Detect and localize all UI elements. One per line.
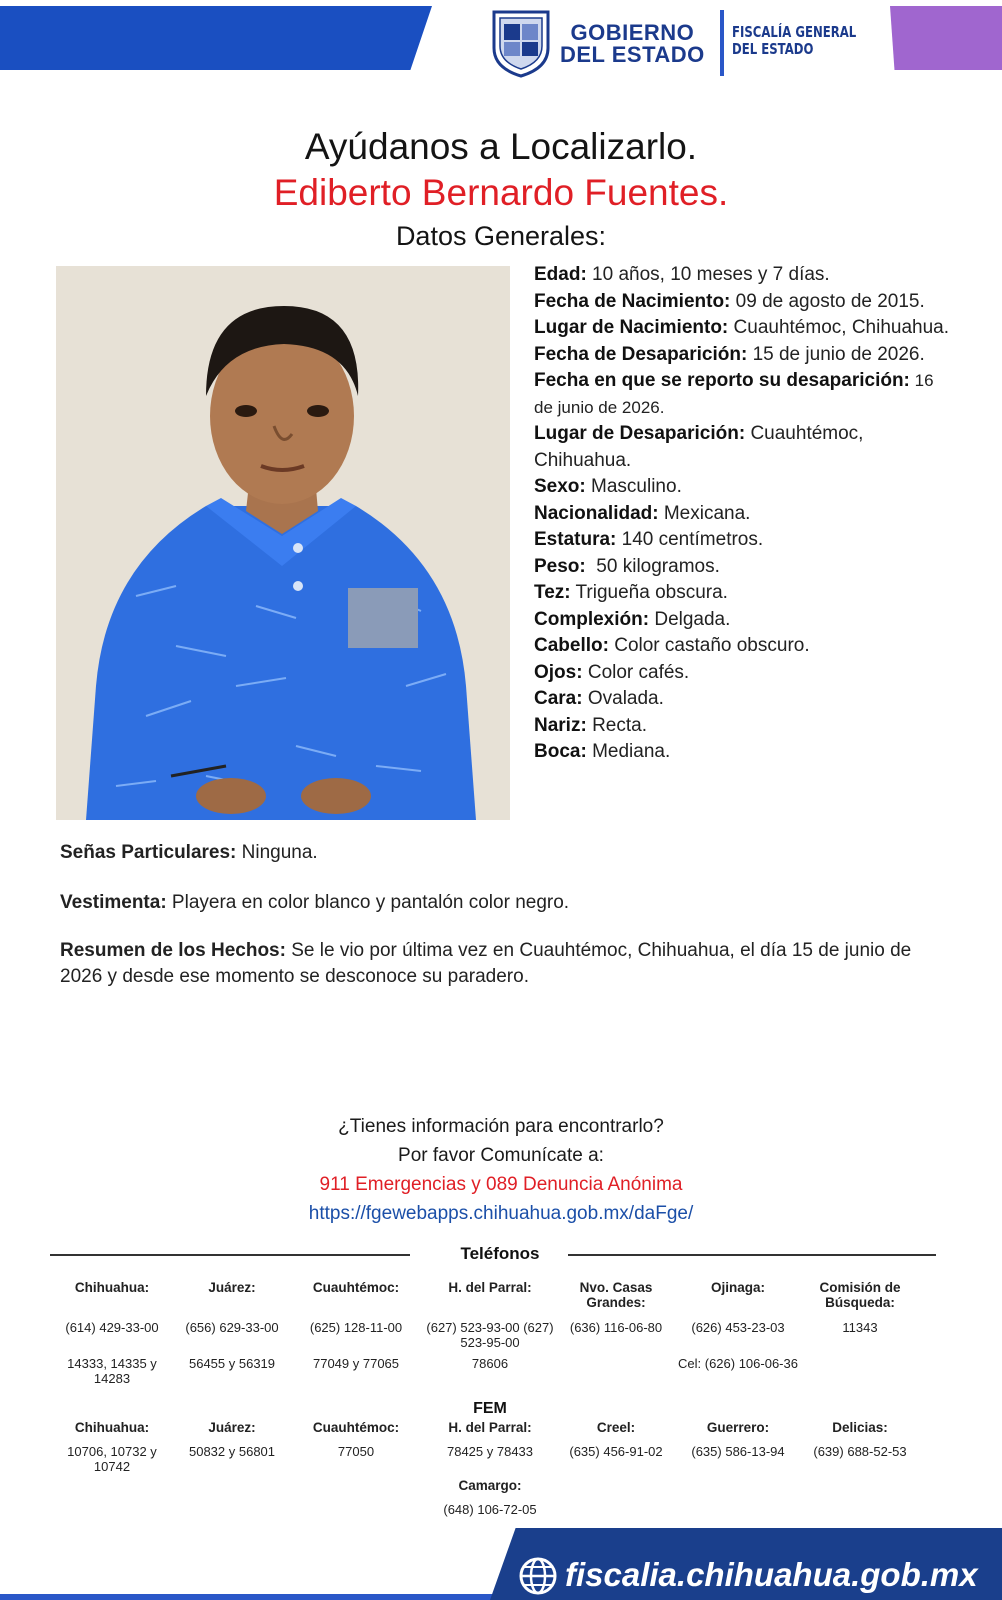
phone-number: 78606 (471, 1356, 509, 1371)
footer-website-link[interactable]: fiscalia.chihuahua.gob.mx (565, 1556, 978, 1593)
fge-line-1: FISCALÍA GENERAL (732, 23, 857, 41)
field-cara: Cara: Ovalada. (534, 688, 664, 709)
phone-city-label: Comisión de Búsqueda: (819, 1280, 901, 1310)
footer-blue-line (0, 1594, 520, 1600)
emergency-numbers: 911 Emergencias y 089 Denuncia Anónima (319, 1174, 683, 1195)
page-title: Ayúdanos a Localizarlo. (304, 126, 698, 167)
phone-city-label: Cuauhtémoc: (312, 1420, 400, 1435)
phone-number: (636) 116-06-80 (569, 1320, 663, 1335)
phone-number: (625) 128-11-00 (309, 1320, 403, 1335)
field-lugar-nacimiento: Lugar de Nacimiento: Cuauhtémoc, Chihuahua. (534, 317, 950, 338)
phone-number: 77049 y 77065 (312, 1356, 400, 1371)
field-peso: Peso: 50 kilogramos. (534, 555, 720, 577)
phone-number: (614) 429-33-00 (65, 1320, 159, 1335)
phones-title: Teléfonos (460, 1244, 540, 1263)
field-fecha-reporte: Fecha en que se reporto su desaparición: 16 de junio de 2026. (534, 370, 934, 417)
phone-number: (627) 523-93-00 (627) 523-95-00 (426, 1320, 554, 1350)
phone-city-label: Creel: (596, 1420, 636, 1435)
field-fecha-desaparicion: Fecha de Desaparición: 15 de junio de 2026. (534, 343, 925, 365)
fiscalia-logo (732, 24, 856, 58)
section-title: Datos Generales: (395, 221, 607, 251)
field-nariz: Nariz: Recta. (534, 714, 647, 736)
field-cabello: Cabello: Color castaño obscuro. (534, 635, 810, 656)
phone-number: (635) 456-91-02 (569, 1444, 663, 1459)
phone-city-label: Delicias: (832, 1420, 888, 1435)
phone-number: 50832 y 56801 (188, 1444, 276, 1459)
phone-city-label: H. del Parral: (448, 1420, 532, 1435)
phone-city-label: H. del Parral: (448, 1280, 532, 1295)
phone-city-label: Guerrero: (706, 1420, 770, 1435)
missing-person-name: Ediberto Bernardo Fuentes. (273, 172, 729, 213)
phones-rule-right (568, 1254, 936, 1256)
phone-city-label: Juárez: (208, 1280, 256, 1295)
senas-particulares: Señas Particulares: Ninguna. (60, 842, 318, 863)
phone-city-label: Camargo: (458, 1478, 522, 1493)
header-blue-band (0, 6, 432, 70)
field-complexion: Complexión: Delgada. (534, 608, 731, 630)
phone-number: (626) 453-23-03 (691, 1320, 785, 1335)
field-fecha-nacimiento: Fecha de Nacimiento: 09 de agosto de 2015. (534, 290, 925, 312)
gov-line-1: GOBIERNO (570, 20, 695, 45)
state-seal-icon (490, 8, 552, 78)
phone-number: (639) 688-52-53 (813, 1444, 907, 1459)
field-lugar-desaparicion: Lugar de Desaparición: Cuauhtémoc, Chihuahua. (534, 423, 864, 471)
contact-question: ¿Tienes información para encontrarlo? (338, 1116, 664, 1137)
vestimenta: Vestimenta: Playera en color blanco y pantalón color negro. (60, 892, 570, 913)
logo-divider (720, 10, 724, 76)
phone-number: 11343 (842, 1320, 878, 1335)
field-tez: Tez: Trigueña obscura. (534, 582, 728, 603)
missing-person-photo (56, 266, 510, 820)
resumen-hechos: Resumen de los Hechos: Se le vio por última vez en Cuauhtémoc, Chihuahua, el día 15 de junio de 2026 y desde ese momento se desconoce su paradero. (60, 940, 912, 987)
header-purple-band (890, 6, 1002, 70)
phone-number: 56455 y 56319 (188, 1356, 276, 1371)
gobierno-del-estado-logo (560, 22, 705, 66)
phone-city-label: Juárez: (208, 1420, 256, 1435)
phones-rule-left (50, 1254, 410, 1256)
fem-title: FEM (473, 1400, 507, 1417)
phone-number: (648) 106-72-05 (443, 1502, 537, 1517)
phone-city-label: Chihuahua: (74, 1280, 150, 1295)
phone-number: 78425 y 78433 (446, 1444, 534, 1459)
field-edad: Edad: 10 años, 10 meses y 7 días. (534, 264, 830, 285)
phone-number: Cel: (626) 106-06-36 (678, 1356, 798, 1371)
phone-number: (635) 586-13-94 (691, 1444, 785, 1459)
phone-city-label: Cuauhtémoc: (312, 1280, 400, 1295)
gov-line-2: DEL ESTADO (560, 42, 705, 67)
field-estatura: Estatura: 140 centímetros. (534, 529, 764, 550)
report-url-link[interactable]: https://fgewebapps.chihuahua.gob.mx/daFge/ (308, 1203, 694, 1224)
phone-number: 10706, 10732 y 10742 (67, 1444, 157, 1474)
globe-icon (518, 1556, 558, 1596)
field-ojos: Ojos: Color cafés. (534, 661, 690, 683)
phone-number: 77050 (337, 1444, 375, 1459)
contact-please: Por favor Comunícate a: (398, 1145, 604, 1166)
field-nacionalidad: Nacionalidad: Mexicana. (534, 502, 751, 524)
phone-city-label: Chihuahua: (74, 1420, 150, 1435)
phone-city-label: Nvo. Casas Grandes: (579, 1280, 653, 1310)
phone-city-label: Ojinaga: (710, 1280, 765, 1295)
field-boca: Boca: Mediana. (534, 741, 671, 762)
field-sexo: Sexo: Masculino. (534, 476, 682, 497)
phone-number: 14333, 14335 y 14283 (67, 1356, 157, 1386)
fge-line-2: DEL ESTADO (732, 40, 814, 58)
general-data-list (534, 262, 954, 766)
phone-number: (656) 629-33-00 (185, 1320, 279, 1335)
